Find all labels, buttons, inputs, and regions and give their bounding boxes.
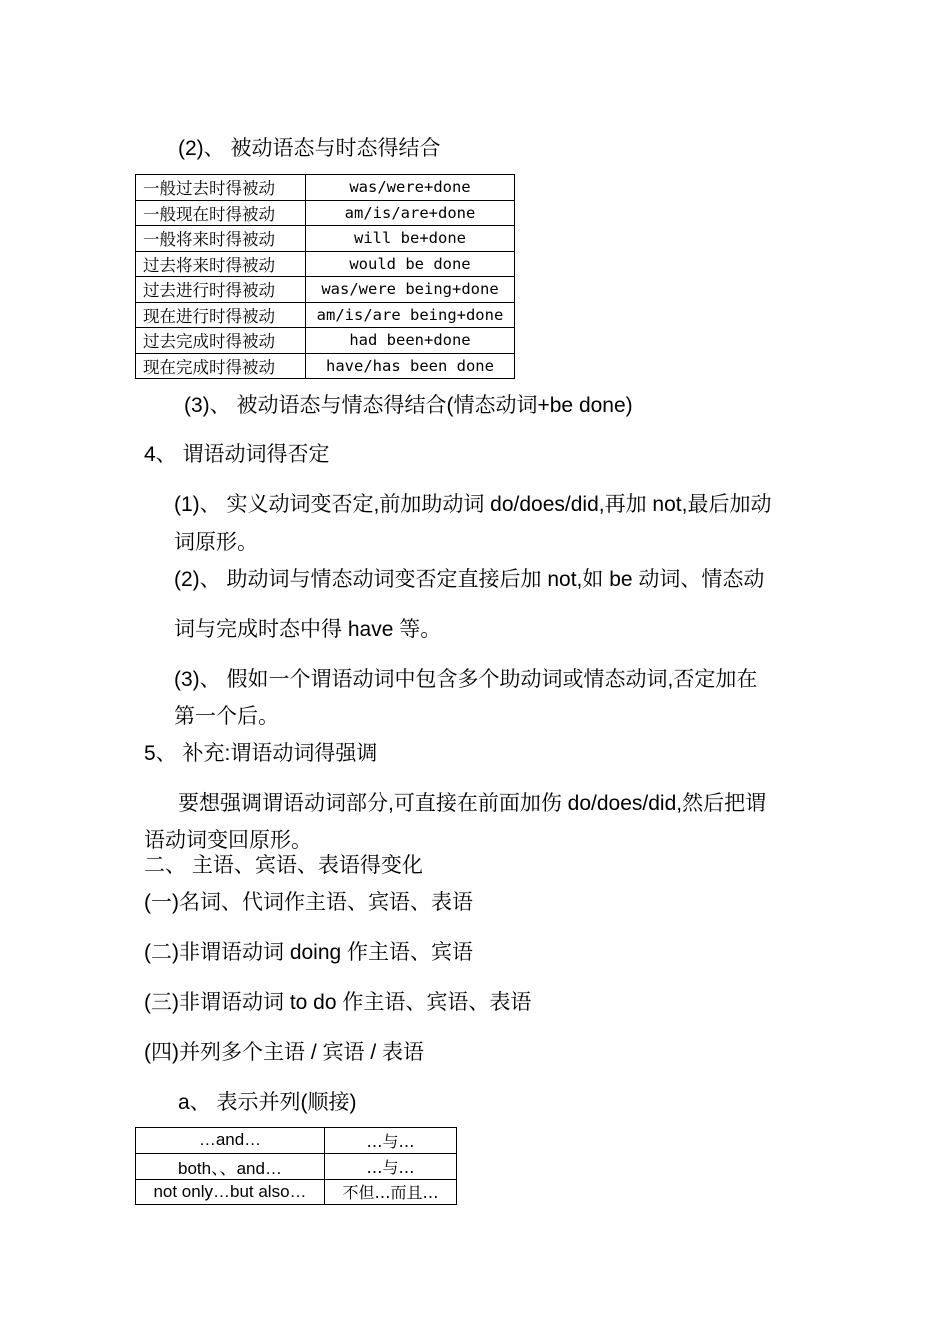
subsection-2: (二)非谓语动词 doing 作主语、宾语	[144, 941, 474, 964]
form-cell: had been+done	[306, 328, 515, 354]
tense-cell: 过去进行时得被动	[136, 277, 306, 303]
form-cell: am/is/are being+done	[306, 302, 515, 328]
table-row	[136, 1128, 457, 1154]
form-cell: will be+done	[306, 226, 515, 252]
chinese-cell: …与…	[325, 1128, 457, 1154]
item-4-2-line-2: 词与完成时态中得 have 等。	[174, 618, 442, 641]
subsection-4: (四)并列多个主语 / 宾语 / 表语	[144, 1041, 424, 1064]
tense-cell: 现在完成时得被动	[136, 353, 306, 379]
form-cell: would be done	[306, 251, 515, 277]
form-cell: have/has been done	[306, 353, 515, 379]
passive-tense-table	[135, 174, 515, 379]
english-cell: both、、and…	[136, 1153, 325, 1179]
table-row	[136, 1153, 457, 1179]
tense-cell: 一般现在时得被动	[136, 200, 306, 226]
item-4-2-line-1: (2)、 助动词与情态动词变否定直接后加 not,如 be 动词、情态动	[174, 568, 765, 591]
subsection-1: (一)名词、代词作主语、宾语、表语	[144, 891, 473, 914]
section-4-title: 4、 谓语动词得否定	[144, 443, 330, 466]
table-row	[136, 302, 515, 328]
section-5-title: 5、 补充:谓语动词得强调	[144, 742, 378, 765]
tense-cell: 一般过去时得被动	[136, 175, 306, 201]
item-5-line-2: 语动词变回原形。	[144, 829, 312, 852]
heading-passive-modal: (3)、 被动语态与情态得结合(情态动词+be done)	[184, 394, 633, 417]
tense-cell: 过去完成时得被动	[136, 328, 306, 354]
chinese-cell: 不但…而且…	[325, 1179, 457, 1205]
heading-passive-tense: (2)、 被动语态与时态得结合	[178, 137, 441, 160]
table-row	[136, 200, 515, 226]
table-row	[136, 175, 515, 201]
tense-cell: 一般将来时得被动	[136, 226, 306, 252]
item-4-1-line-1: (1)、 实义动词变否定,前加助动词 do/does/did,再加 not,最后加动	[174, 493, 772, 516]
item-4-1-line-2: 词原形。	[174, 531, 258, 554]
tense-cell: 现在进行时得被动	[136, 302, 306, 328]
form-cell: was/were being+done	[306, 277, 515, 303]
item-4-3-line-2: 第一个后。	[174, 705, 279, 728]
subsection-3: (三)非谓语动词 to do 作主语、宾语、表语	[144, 991, 532, 1014]
chinese-cell: …与…	[325, 1153, 457, 1179]
table-row	[136, 1179, 457, 1205]
table-row	[136, 277, 515, 303]
table-row	[136, 328, 515, 354]
form-cell: am/is/are+done	[306, 200, 515, 226]
english-cell: not only…but also…	[136, 1179, 325, 1205]
table-row	[136, 353, 515, 379]
table-row	[136, 226, 515, 252]
english-cell: …and…	[136, 1128, 325, 1154]
form-cell: was/were+done	[306, 175, 515, 201]
tense-cell: 过去将来时得被动	[136, 251, 306, 277]
subsection-a: a、 表示并列(顺接)	[178, 1091, 357, 1114]
part-2-title: 二、 主语、宾语、表语得变化	[144, 854, 423, 877]
conjunction-table	[135, 1127, 457, 1205]
table-row	[136, 251, 515, 277]
item-4-3-line-1: (3)、 假如一个谓语动词中包含多个助动词或情态动词,否定加在	[174, 668, 758, 691]
item-5-line-1: 要想强调谓语动词部分,可直接在前面加伤 do/does/did,然后把谓	[178, 792, 767, 815]
